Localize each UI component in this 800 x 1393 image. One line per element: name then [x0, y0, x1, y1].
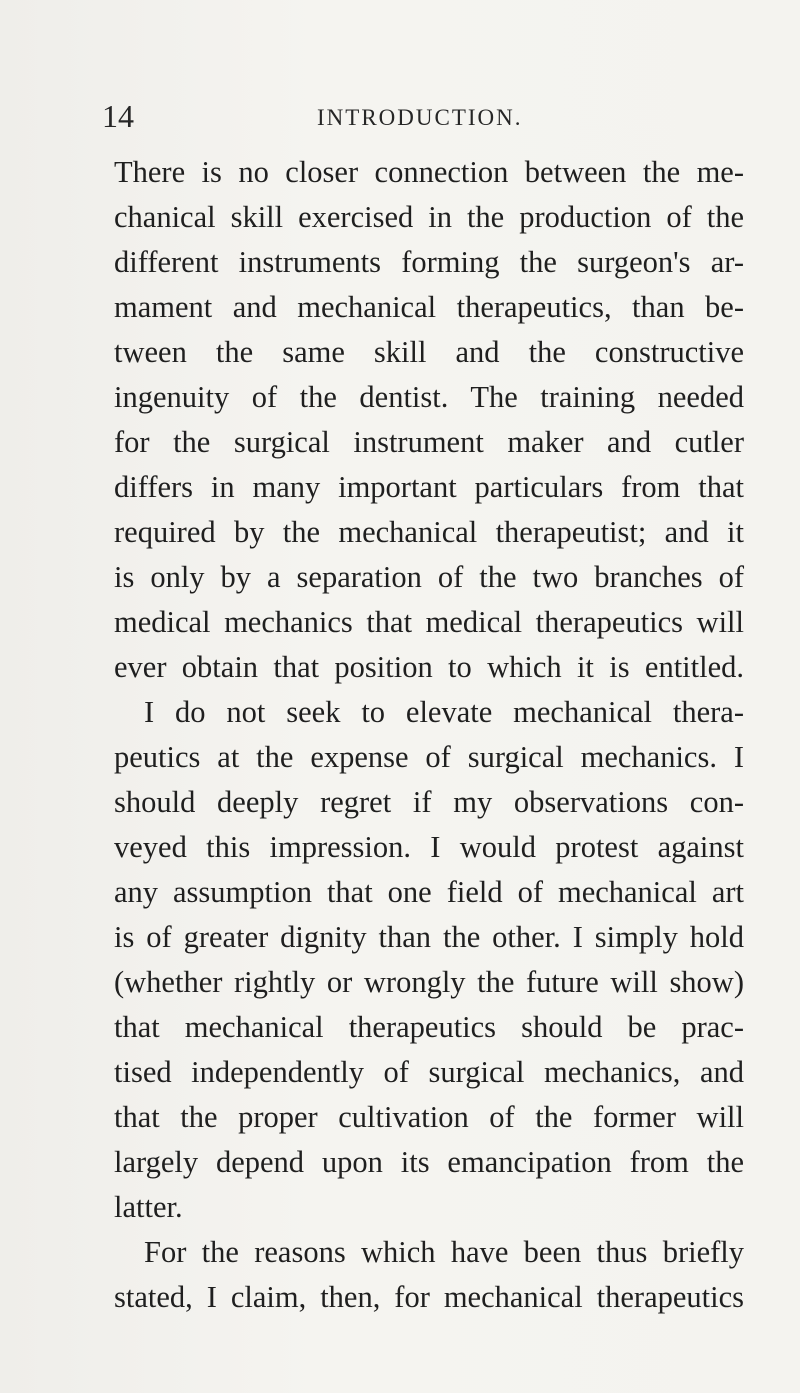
text-line: is only by a separation of the two branches of: [114, 560, 744, 594]
text-line: different instruments forming the surgeon's ar-: [114, 245, 744, 279]
text-line: (whether rightly or wrongly the future will show): [114, 965, 744, 999]
text-line: tween the same skill and the constructive: [114, 335, 744, 369]
text-line: peutics at the expense of surgical mechanics. I: [114, 740, 744, 774]
text-line: For the reasons which have been thus briefly: [144, 1235, 744, 1269]
text-line: should deeply regret if my observations con-: [114, 785, 744, 819]
text-line: required by the mechanical therapeutist; and it: [114, 515, 744, 549]
text-line: stated, I claim, then, for mechanical therapeutics: [114, 1280, 744, 1314]
text-line: largely depend upon its emancipation from the: [114, 1145, 744, 1179]
text-line: any assumption that one field of mechanical art: [114, 875, 744, 909]
text-line: There is no closer connection between the me-: [114, 155, 744, 189]
text-line: veyed this impression. I would protest against: [114, 830, 744, 864]
text-line: that the proper cultivation of the former will: [114, 1100, 744, 1134]
paragraph-2: [114, 690, 744, 1230]
text-line: ingenuity of the dentist. The training needed: [114, 380, 744, 414]
text-line: chanical skill exercised in the production of the: [114, 200, 744, 234]
page-number: 14: [102, 98, 134, 134]
text-line: that mechanical therapeutics should be prac-: [114, 1010, 744, 1044]
text-line: tised independently of surgical mechanics, and: [114, 1055, 744, 1089]
running-title: INTRODUCTION.: [317, 105, 523, 130]
running-head: [102, 96, 742, 136]
text-line: medical mechanics that medical therapeutics will: [114, 605, 744, 639]
text-line: is of greater dignity than the other. I simply hold: [114, 920, 744, 954]
text-line: differs in many important particulars from that: [114, 470, 744, 504]
text-line: ever obtain that position to which it is entitled.: [114, 650, 744, 684]
text-line: I do not seek to elevate mechanical thera-: [144, 695, 744, 729]
text-line: for the surgical instrument maker and cutler: [114, 425, 744, 459]
text-line: mament and mechanical therapeutics, than be-: [114, 290, 744, 324]
body-text: [114, 150, 744, 1320]
paragraph-1: [114, 150, 744, 690]
text-line: latter.: [114, 1190, 183, 1224]
paragraph-3: [114, 1230, 744, 1320]
